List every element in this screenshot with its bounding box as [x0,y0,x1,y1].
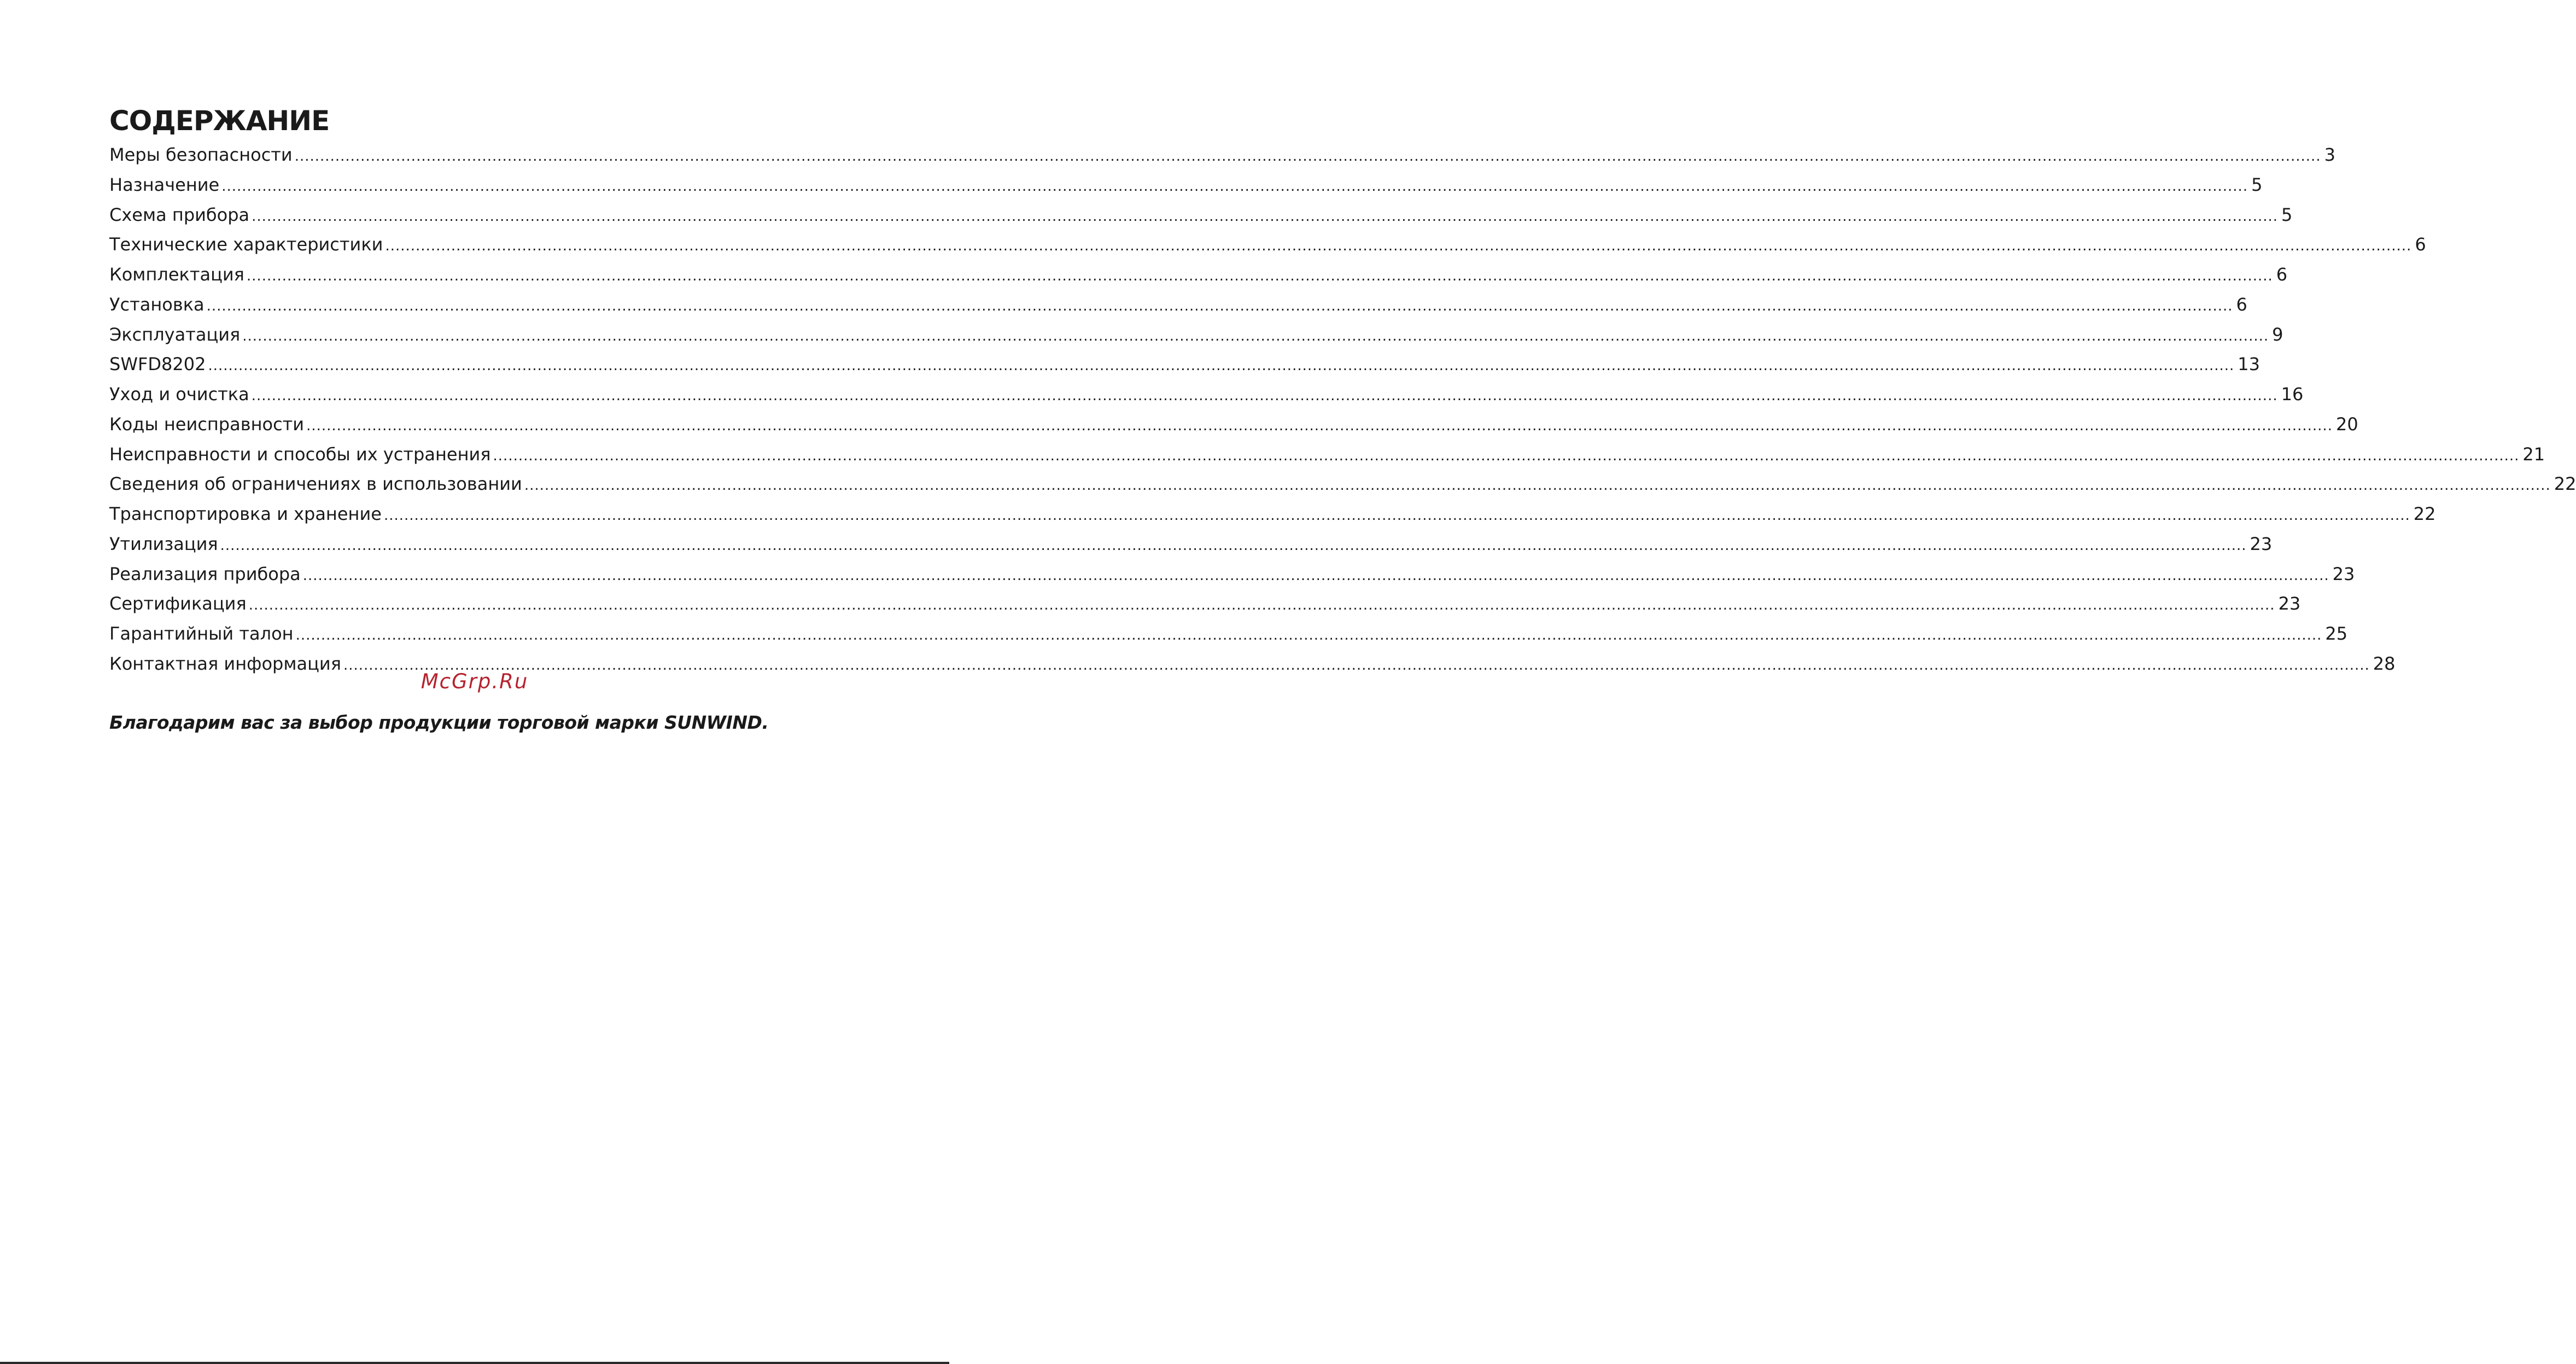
toc-entry-page: 5 [2251,174,2263,195]
toc-entry[interactable] [109,200,2293,230]
toc-entry-page: 23 [2250,533,2273,554]
toc-entry-label: Транспортировка и хранение [109,504,382,524]
toc-entry-label: Назначение [109,174,220,195]
toc-entry-page: 22 [2554,473,2576,495]
toc-dot-leader: ................................................................................................................................................................................................................................................................................................................................................................................................................ [246,268,2273,284]
toc-entry-page: 6 [2276,264,2288,285]
toc-entry-label: Схема прибора [109,204,250,225]
toc-dot-leader: ................................................................................................................................................................................................................................................................................................................................................................................................................ [221,178,2248,195]
toc-dot-leader: ................................................................................................................................................................................................................................................................................................................................................................................................................ [295,627,2322,643]
toc-dot-leader: ................................................................................................................................................................................................................................................................................................................................................................................................................ [294,148,2321,165]
toc-entry-page: 28 [2373,653,2396,674]
toc-entry[interactable] [109,559,2355,589]
toc-entry-page: 20 [2335,413,2358,435]
toc-entry[interactable] [109,170,2263,200]
toc-entry-label: Гарантийный талон [109,623,294,644]
toc-entry-label: Коды неисправности [109,413,305,435]
toc-entry-page: 22 [2413,504,2436,524]
toc-entry[interactable] [109,499,2436,529]
toc-entry-page: 6 [2236,294,2247,315]
toc-dot-leader: ................................................................................................................................................................................................................................................................................................................................................................................................................ [206,297,2233,314]
toc-entry-page: 25 [2325,623,2348,644]
toc-entry-label: Уход и очистка [109,384,249,405]
toc-entry-label: Установка [109,294,205,315]
toc-entry-page: 5 [2281,204,2293,225]
toc-entry-label: Меры безопасности [109,144,293,165]
toc-dot-leader: ................................................................................................................................................................................................................................................................................................................................................................................................................ [302,567,2329,584]
toc-entry[interactable] [109,440,2545,470]
toc-entry[interactable] [109,349,2260,379]
toc-dot-leader: ................................................................................................................................................................................................................................................................................................................................................................................................................ [252,208,2279,225]
toc-entry-label: Неисправности и способы их устранения [109,443,491,465]
toc-entry-page: 9 [2272,324,2283,345]
toc-entry-label: Контактная информация [109,653,341,674]
toc-entry-page: 16 [2281,384,2304,405]
watermark-text: McGrp.Ru [420,670,529,693]
toc-entry-page: 21 [2522,443,2545,465]
toc-dot-leader: ................................................................................................................................................................................................................................................................................................................................................................................................................ [242,327,2269,344]
toc-entry-label: Утилизация [109,533,218,554]
toc-dot-leader: ................................................................................................................................................................................................................................................................................................................................................................................................................ [248,597,2275,614]
toc-dot-leader: ................................................................................................................................................................................................................................................................................................................................................................................................................ [385,238,2412,255]
toc-entry[interactable] [109,260,2288,290]
thanks-note: Благодарим вас за выбор продукции торговой марки SUNWIND. [109,712,769,733]
toc-dot-leader: ................................................................................................................................................................................................................................................................................................................................................................................................................ [220,537,2247,554]
page-bottom-border [0,1362,949,1364]
toc-entry[interactable] [109,409,2358,440]
toc-dot-leader: ................................................................................................................................................................................................................................................................................................................................................................................................................ [208,358,2235,374]
toc-dot-leader: ................................................................................................................................................................................................................................................................................................................................................................................................................ [383,507,2410,524]
toc-entry[interactable] [109,529,2273,559]
table-of-contents [109,140,2576,679]
toc-entry[interactable] [109,379,2304,409]
toc-entry-label: Технические характеристики [109,234,383,255]
toc-dot-leader: ................................................................................................................................................................................................................................................................................................................................................................................................................ [493,447,2520,464]
toc-entry[interactable] [109,589,2301,619]
toc-dot-leader: ................................................................................................................................................................................................................................................................................................................................................................................................................ [306,417,2333,434]
toc-dot-leader: ................................................................................................................................................................................................................................................................................................................................................................................................................ [343,657,2370,674]
toc-entry-label: Комплектация [109,264,244,285]
toc-entry-page: 6 [2415,234,2426,255]
toc-entry-page: 23 [2332,563,2355,584]
toc-dot-leader: ................................................................................................................................................................................................................................................................................................................................................................................................................ [251,388,2278,404]
toc-entry[interactable] [109,320,2283,350]
toc-entry[interactable] [109,140,2335,170]
toc-entry[interactable] [109,619,2348,649]
toc-entry-label: Реализация прибора [109,563,301,584]
toc-entry-label: SWFD8202 [109,354,206,375]
toc-entry-label: Эксплуатация [109,324,241,345]
toc-entry-page: 13 [2238,354,2260,375]
toc-entry-label: Сертификация [109,593,247,614]
toc-entry-page: 23 [2278,593,2301,614]
toc-dot-leader: ................................................................................................................................................................................................................................................................................................................................................................................................................ [524,477,2551,494]
toc-entry[interactable] [109,469,2576,499]
toc-entry[interactable] [109,290,2247,320]
toc-entry[interactable] [109,230,2426,260]
toc-entry-label: Сведения об ограничениях в использовании [109,473,522,495]
page-title: СОДЕРЖАНИЕ [109,105,330,137]
toc-entry-page: 3 [2324,144,2335,165]
